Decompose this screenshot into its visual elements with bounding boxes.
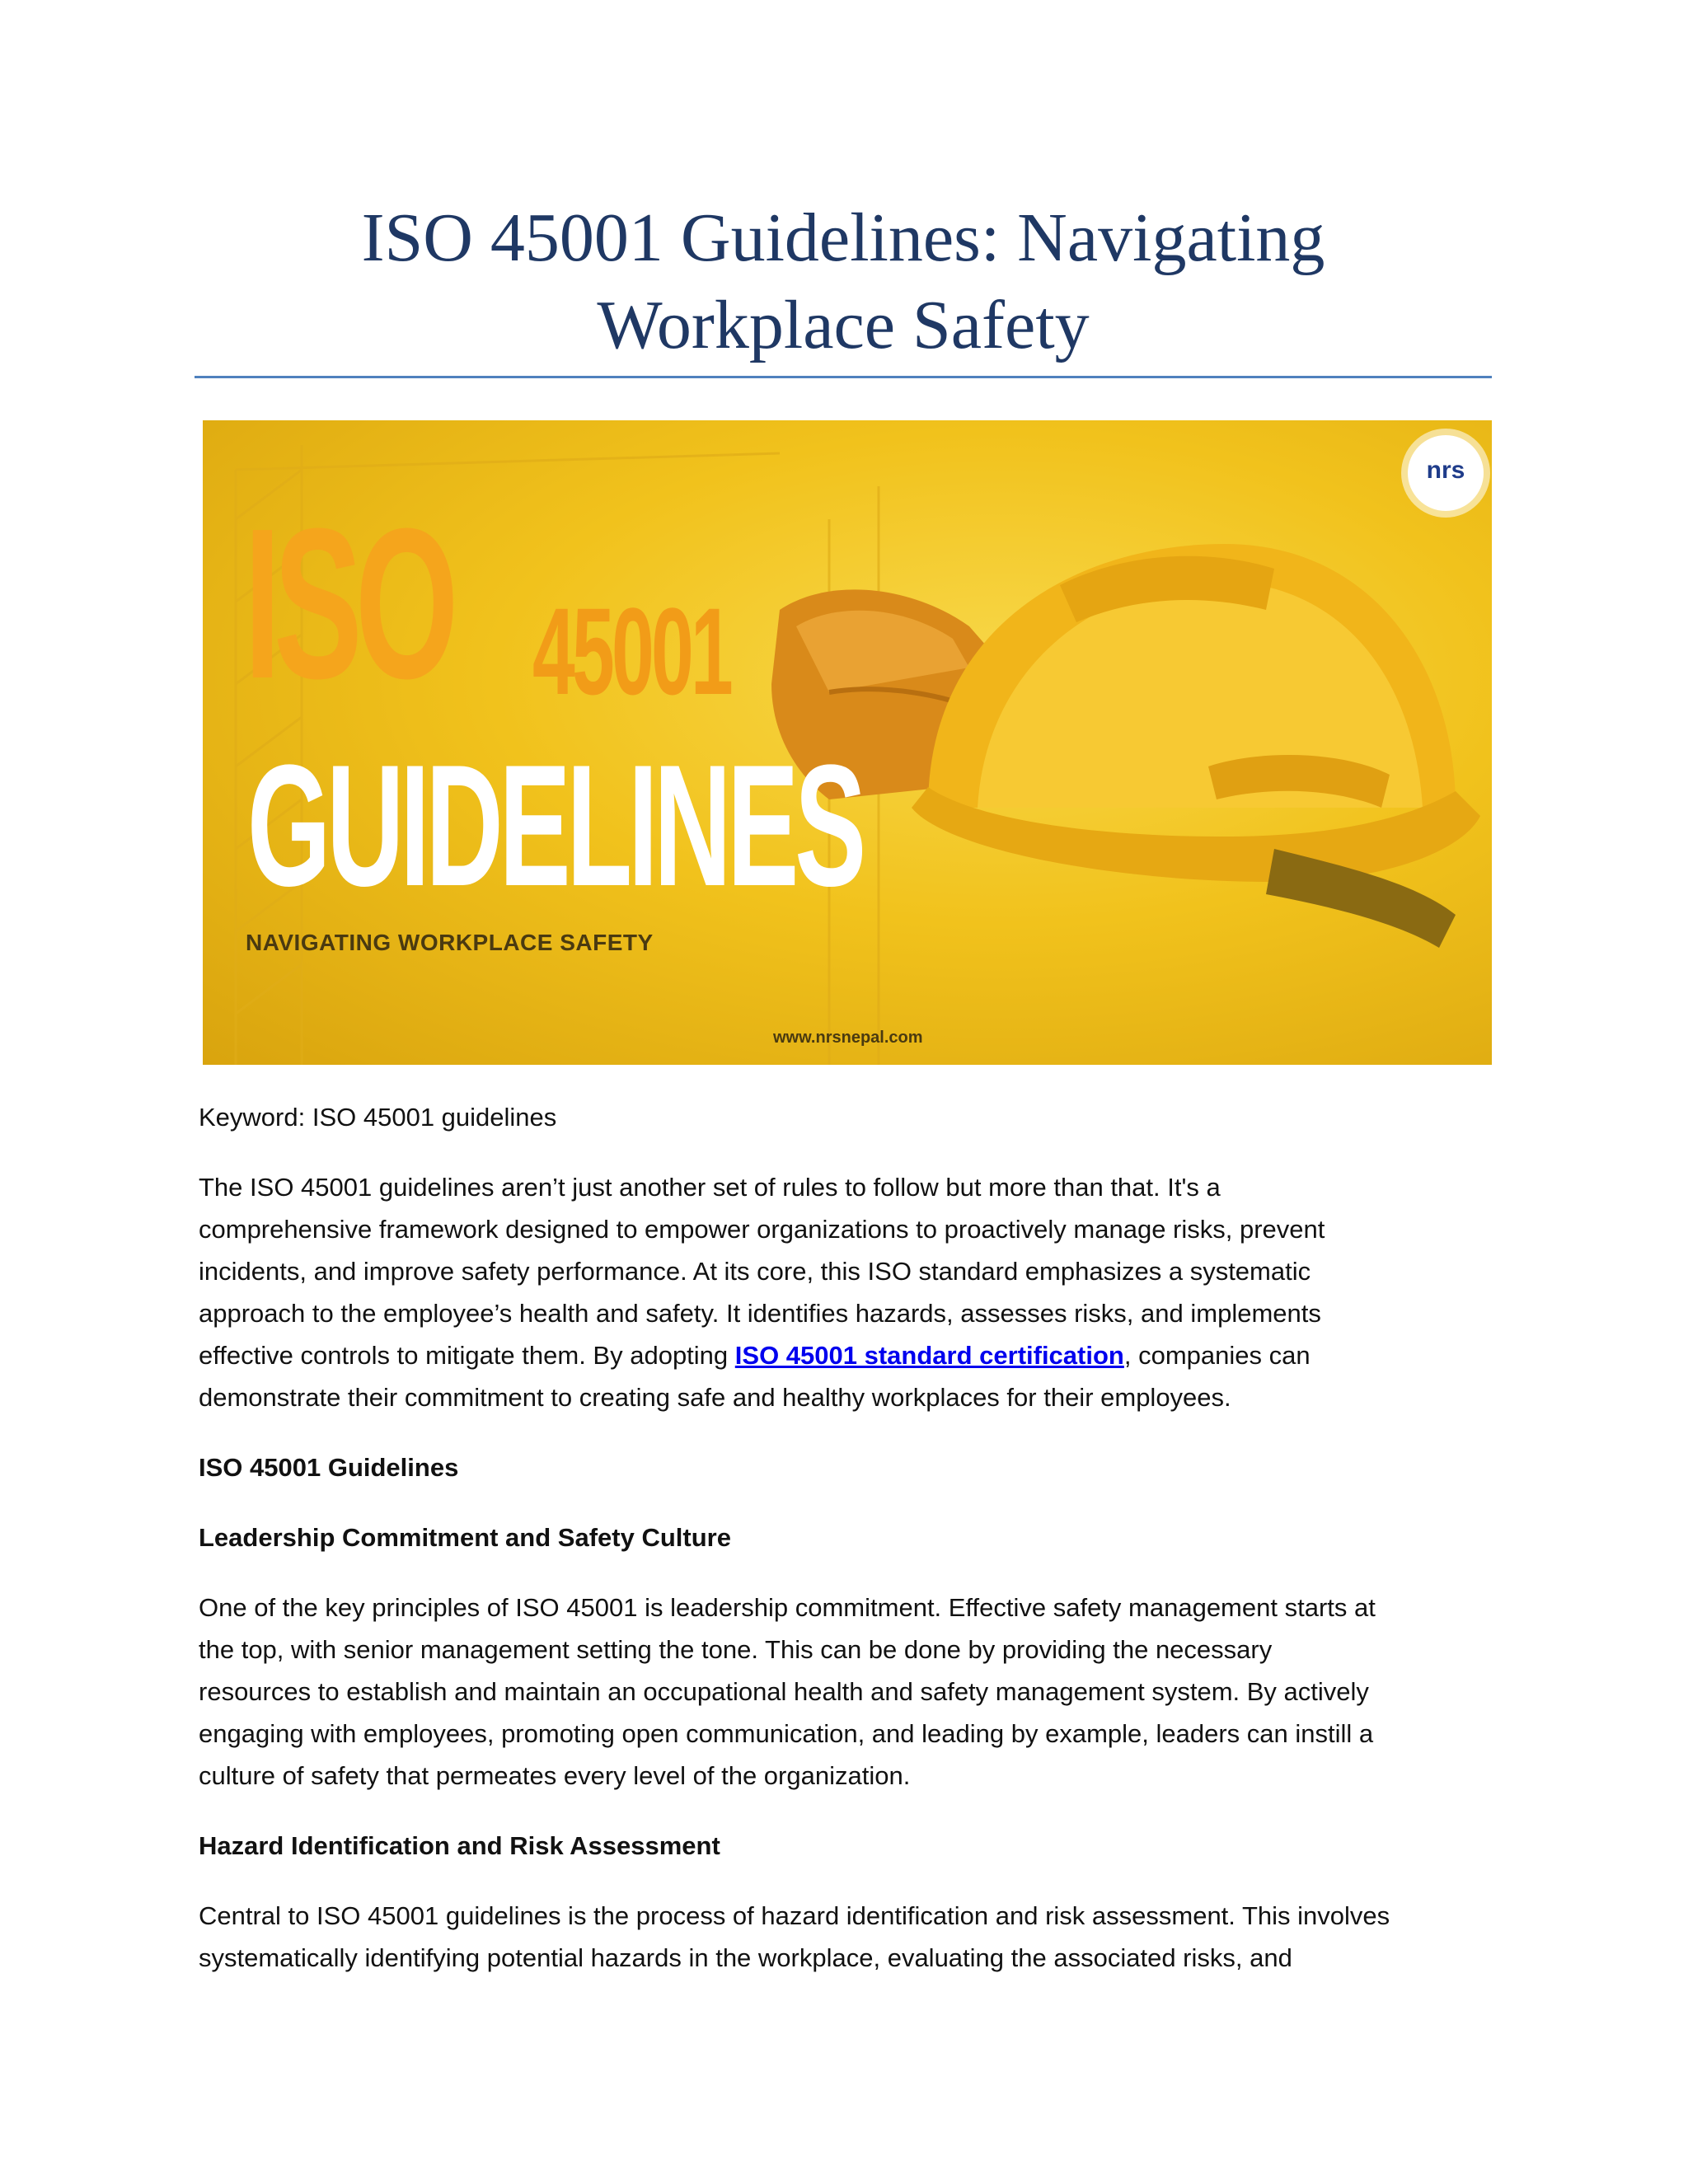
leadership-line-3: resources to establish and maintain an occupational health and safety management system. By actively xyxy=(199,1677,1369,1706)
intro-line-4: approach to the employee’s health and safety. It identifies hazards, assesses risks, and implements xyxy=(199,1299,1321,1328)
hazard-heading: Hazard Identification and Risk Assessment xyxy=(199,1831,720,1860)
leadership-line-4: engaging with employees, promoting open communication, and leading by example, leaders can instill a xyxy=(199,1719,1374,1748)
hero-url: www.nrsnepal.com xyxy=(773,1029,923,1047)
keyword-line: Keyword: ISO 45001 guidelines xyxy=(199,1103,557,1132)
leadership-line-2: the top, with senior management setting the tone. This can be done by providing the necessary xyxy=(199,1635,1273,1664)
leadership-line-5: culture of safety that permeates every level of the organization. xyxy=(199,1761,911,1790)
intro-line-2: comprehensive framework designed to empower organizations to proactively manage risks, prevent xyxy=(199,1215,1325,1244)
logo-text: nrs xyxy=(1426,457,1465,484)
hero-image xyxy=(203,420,1492,1065)
hero-iso-text: ISO xyxy=(244,485,452,724)
leadership-heading: Leadership Commitment and Safety Culture xyxy=(199,1523,731,1552)
intro-line-3: incidents, and improve safety performance. At its core, this ISO standard emphasizes a systematic xyxy=(199,1257,1311,1286)
hero-number-text: 45001 xyxy=(532,582,731,720)
nrs-logo-icon xyxy=(1408,435,1484,511)
leadership-line-1: One of the key principles of ISO 45001 is leadership commitment. Effective safety management starts at xyxy=(199,1593,1376,1622)
intro-line-1: The ISO 45001 guidelines aren’t just another set of rules to follow but more than that. It's a xyxy=(199,1173,1221,1202)
hero-tagline: NAVIGATING WORKPLACE SAFETY xyxy=(246,930,654,955)
intro-line-5-end: , companies can xyxy=(1123,1341,1311,1370)
iso-certification-link[interactable]: ISO 45001 standard certification xyxy=(734,1341,1124,1370)
hero-guidelines-text: GUIDELINES xyxy=(247,729,863,922)
intro-line-5-start: effective controls to mitigate them. By adopting xyxy=(199,1341,735,1370)
page-title xyxy=(195,194,1492,369)
section-heading: ISO 45001 Guidelines xyxy=(199,1453,459,1482)
title-underline xyxy=(195,376,1492,378)
hard-hat-graphic xyxy=(912,544,1480,948)
intro-line-6: demonstrate their commitment to creating safe and healthy workplaces for their employees. xyxy=(199,1383,1231,1412)
hazard-line-1: Central to ISO 45001 guidelines is the process of hazard identification and risk assessment. This involves xyxy=(199,1901,1390,1930)
intro-line-5 xyxy=(199,1334,1501,1376)
title-line-2: Workplace Safety xyxy=(597,287,1090,363)
title-line-1: ISO 45001 Guidelines: Navigating xyxy=(361,199,1325,276)
hazard-line-2: systematically identifying potential hazards in the workplace, evaluating the associated risks, and xyxy=(199,1943,1292,1972)
